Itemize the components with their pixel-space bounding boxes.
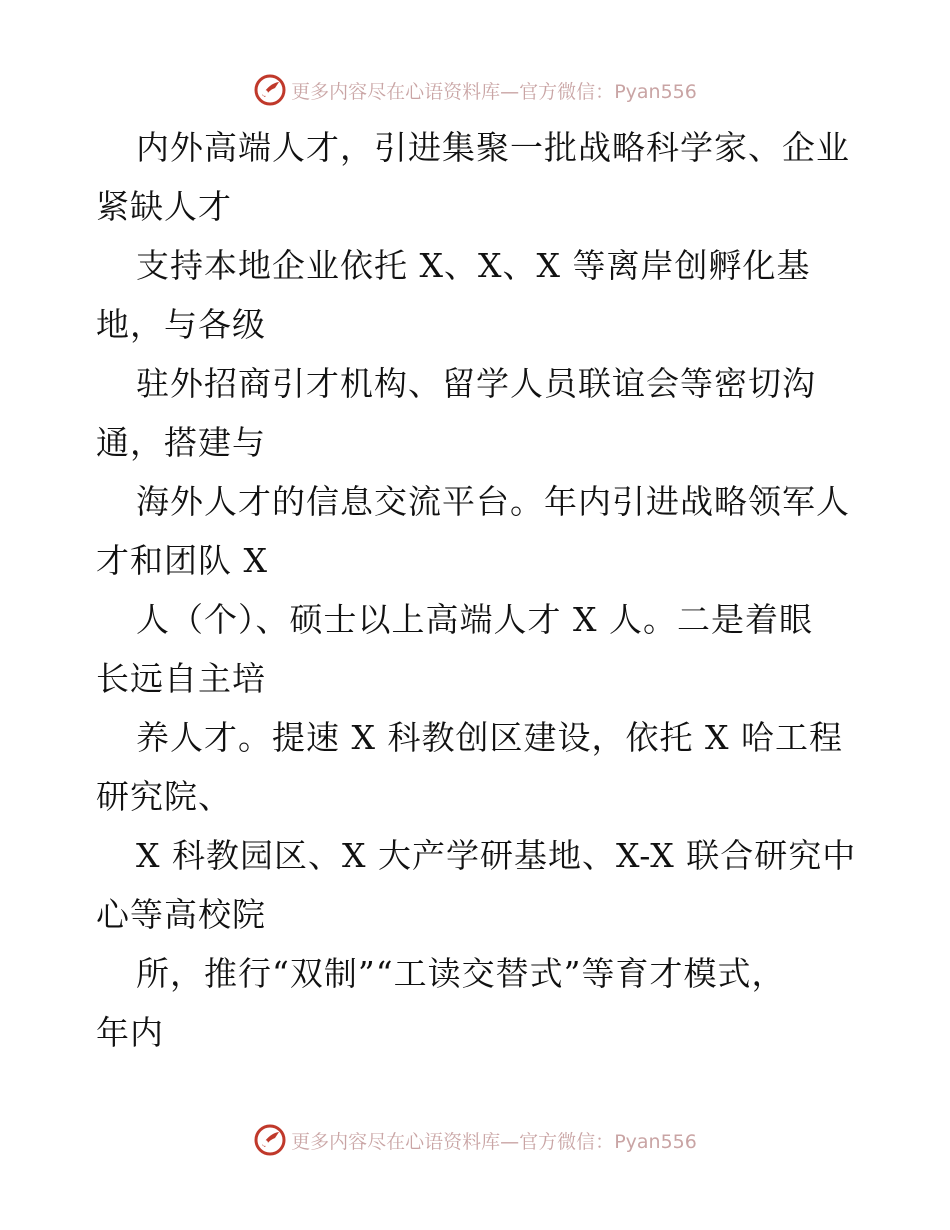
- banner-dash: —: [500, 80, 520, 103]
- header-banner-text: [291, 77, 697, 104]
- pen-seal-logo-icon: [253, 73, 287, 107]
- body-line: 研究院、: [96, 777, 232, 816]
- body-line: 年内: [96, 1013, 164, 1052]
- banner-main-text: 更多内容尽在心语资料库: [291, 80, 501, 103]
- banner-wechat-id: Pyan556: [614, 80, 697, 103]
- banner-main-text: 更多内容尽在心语资料库: [291, 1130, 501, 1153]
- pen-seal-logo-icon: [253, 1123, 287, 1157]
- header-banner: [0, 70, 950, 110]
- body-line: 地，与各级: [96, 305, 266, 344]
- body-line: 紧缺人才: [96, 187, 232, 226]
- banner-dash: —: [500, 1130, 520, 1153]
- banner-wechat-id: Pyan556: [614, 1130, 697, 1153]
- body-line: 所，推行“双制”“工读交替式”等育才模式，: [136, 954, 786, 993]
- footer-banner: [0, 1120, 950, 1160]
- body-line: 驻外招商引才机构、留学人员联谊会等密切沟: [136, 364, 816, 403]
- banner-wechat-label: 官方微信：: [519, 80, 615, 103]
- body-line: 支持本地企业依托 X、X、X 等离岸创孵化基: [136, 246, 811, 285]
- footer-banner-text: [291, 1127, 697, 1154]
- body-line: 长远自主培: [96, 659, 266, 698]
- body-line: 通，搭建与: [96, 423, 266, 462]
- body-line: X 科教园区、X 大产学研基地、X-X 联合研究中: [136, 836, 857, 875]
- body-line: 心等高校院: [96, 895, 266, 934]
- body-line: 养人才。提速 X 科教创区建设，依托 X 哈工程: [136, 718, 843, 757]
- document-body: [96, 118, 876, 1062]
- banner-wechat-label: 官方微信：: [519, 1130, 615, 1153]
- body-line: 内外高端人才，引进集聚一批战略科学家、企业: [136, 128, 850, 167]
- body-line: 人（个）、硕士以上高端人才 X 人。二是着眼: [136, 600, 813, 639]
- body-line: 才和团队 X: [96, 541, 268, 580]
- body-line: 海外人才的信息交流平台。年内引进战略领军人: [136, 482, 850, 521]
